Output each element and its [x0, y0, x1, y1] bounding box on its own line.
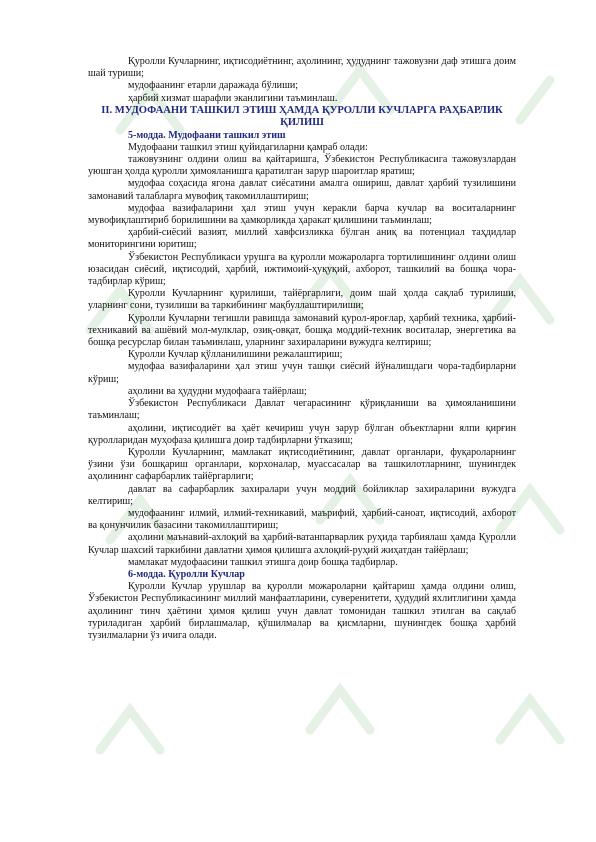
article-5-body — [88, 142, 516, 569]
paragraph: мамлакат мудофаасини ташкил этишга доир бошқа тадбирлар. — [128, 556, 398, 568]
intro-paragraphs — [88, 56, 516, 105]
section-title: II. МУДОФААНИ ТАШКИЛ ЭТИШ ҲАМДА ҚУРОЛЛИ КУЧЛАРГА РАҲБАРЛИК ҚИЛИШ — [101, 104, 503, 129]
paragraph: Қуролли Кучларнинг, иқтисодиётнинг, аҳолининг, ҳудуднинг тажовузни даф этишга доим шай туриши; — [88, 56, 516, 80]
document-page — [88, 56, 516, 642]
paragraph: мудофаанинг илмий, илмий-техникавий, маърифий, ҳарбий-саноат, иқтисодий, ахборот ва қонунчилик базасини такомиллаштириш; — [88, 507, 516, 532]
article-6-body — [88, 581, 516, 642]
paragraph: аҳолини, иқтисодиёт ва ҳаёт кечириш учун зарур бўлган объектларни ялпи қирғин қуролларидан муҳофаза қилишга доир тадбирларни ўтказиш; — [88, 422, 516, 446]
paragraph: мудофаа вазифаларини ҳал этиш учун керакли барча кучлар ва воситаларнинг мувофиқлаштириб борилишини ва ҳамкорликда ҳаракат қилишини таъминлаш; — [88, 202, 516, 227]
paragraph: аҳолини ва ҳудудни мудофаага тайёрлаш; — [128, 385, 307, 397]
paragraph: Қуролли Кучлар урушлар ва қуролли можароларни қайтариш ҳамда олдини олиш, Ўзбекистон Республикасининг миллий манфаатларини, суверенитети, ҳудудий яхлитлигини ҳамда аҳолининг тинч ҳаётини ҳимоя қилиш учун давлат томонидан ташкил этилган ва сақлаб туриладиган ҳарбий бирлашмалар, қўшилмалар ва қисмларни, шунингдек бошқа ҳарбий тузилмаларни ўз ичига олади. — [88, 581, 516, 641]
paragraph: ҳарбий-сиёсий вазият, миллий хавфсизликка бўлган аниқ ва потенциал таҳдидлар мониторингини юритиш; — [88, 227, 516, 251]
paragraph: ҳарбий хизмат шарафли эканлигини таъминлаш. — [128, 92, 338, 104]
paragraph: Қуролли Кучларнинг, мамлакат иқтисодиётининг, давлат органлари, фуқароларнинг ўзини ўзи бошқариш органлари, корхоналар, муассасалар ва ташкилотларнинг, шунингдек аҳолининг сафарбарлик тайёргарлиги; — [88, 446, 516, 483]
paragraph: Қуролли Кучлар қўлланилишини режалаштириш; — [128, 349, 343, 361]
paragraph: Ўзбекистон Республикаси Давлат чегарасининг қўриқланиши ва ҳимояланишини таъминлаш; — [88, 398, 516, 422]
paragraph: аҳолини маънавий-ахлоқий ва ҳарбий-ватанпарварлик руҳида тарбиялаш ҳамда Қуролли Кучлар шахсий таркибини давлатни ҳимоя қилишга ахлоқий-руҳий жиҳатдан тайёрлаш; — [88, 532, 516, 556]
paragraph: Қуролли Кучларни тегишли равишда замонавий қурол-яроғлар, ҳарбий техника, ҳарбий-техникавий ва ашёвий мол-мулклар, озиқ-овқат, бошқа моддий-техник воситалар, энергетика ва бошқа ресурслар билан таъминлаш, уларнинг захираларини вужудга келтириш; — [88, 312, 516, 349]
paragraph: Ўзбекистон Республикаси урушга ва қуролли можароларга тортилишининг олдини олиш юзасидан сиёсий, иқтисодий, ҳарбий, ижтимоий-ҳуқуқий, ахборот, ташкилий ва бошқа чора-тадбирлар кўриш; — [88, 251, 516, 288]
article-5-title: 5-модда. Мудофаани ташкил этиш — [128, 129, 286, 141]
paragraph: тажовузнинг олдини олиш ва қайтаришга, Ўзбекистон Республикасига тажовузлардан уюшган ҳолда қуролли ҳимояланишга қаратилган зарур шароитлар яратиш; — [88, 154, 516, 178]
paragraph: Қуролли Кучларнинг қурилиши, тайёргарлиги, доим шай ҳолда сақлаб турилиши, уларнинг сони, тузилиши ва таркибининг мақбуллаштирилиши; — [88, 288, 516, 312]
paragraph: Мудофаани ташкил этиш қуйидагиларни қамраб олади: — [128, 141, 368, 153]
paragraph: мудофаа соҳасида ягона давлат сиёсатини амалга ошириш, давлат ҳарбий тузилишини замонавий талабларга мувофиқ такомиллаштириш; — [88, 178, 516, 202]
article-6-title: 6-модда. Қуролли Кучлар — [128, 568, 245, 580]
paragraph: мудофаанинг етарли даражада бўлиши; — [128, 80, 299, 92]
paragraph: давлат ва сафарбарлик захиралари учун моддий бойликлар захираларини вужудга келтириш; — [88, 483, 516, 507]
paragraph: мудофаа вазифаларини ҳал этиш учун ташқи сиёсий йўналишдаги чора-тадбирларни кўриш; — [88, 361, 516, 385]
